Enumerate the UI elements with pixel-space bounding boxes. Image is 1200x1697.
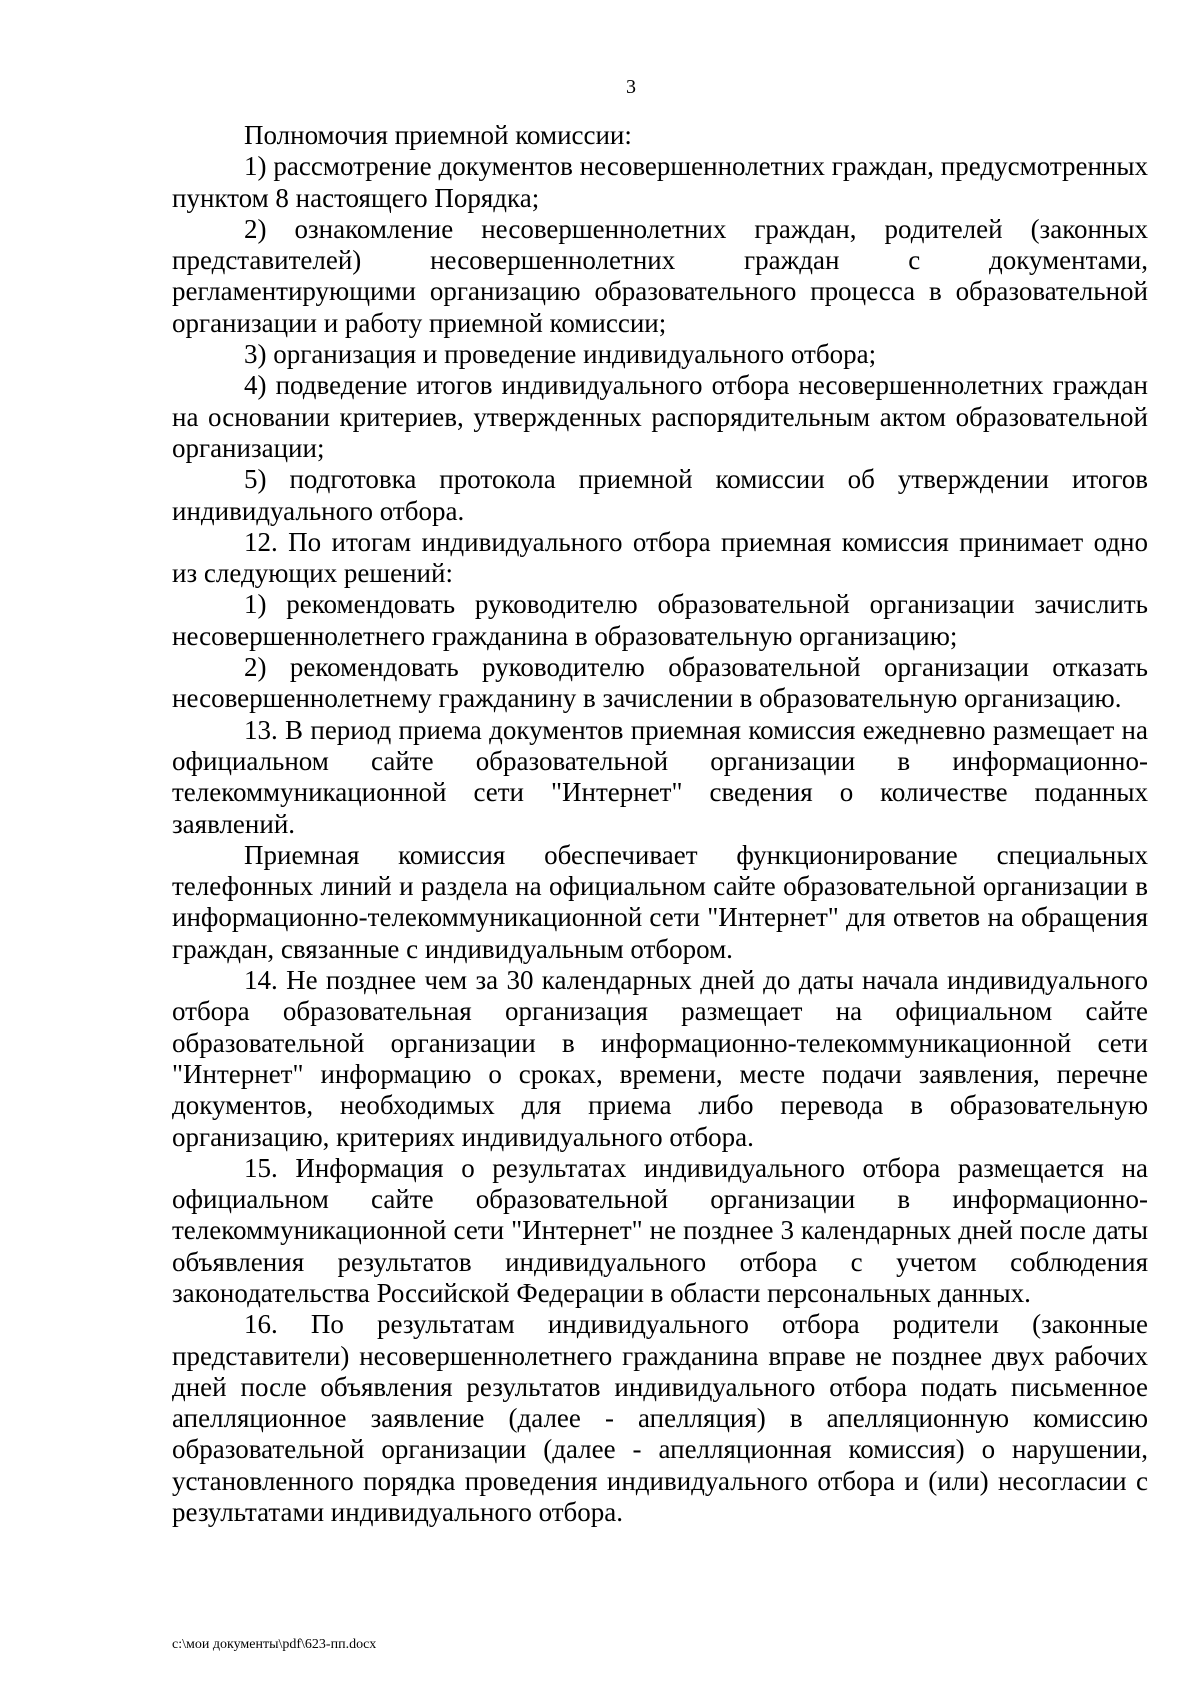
paragraph-item-13-hotline: Приемная комиссия обеспечивает функционирование специальных телефонных линий и раздела на официальном сайте образовательной организации в информационно-телекоммуникационной сети "Интернет" для ответов на обращения граждан, связанные с индивидуальным отбором. bbox=[172, 839, 1148, 964]
paragraph-commission-powers-heading: Полномочия приемной комиссии: bbox=[244, 120, 632, 150]
paragraph-power-1: 1) рассмотрение документов несовершеннолетних граждан, предусмотренных пунктом 8 настоящего Порядка; bbox=[172, 151, 1148, 213]
paragraph-power-2: 2) ознакомление несовершеннолетних граждан, родителей (законных представителей) несовершеннолетних граждан с документами, регламентирующими организацию образовательного процесса в образовательной организации и работу приемной комиссии; bbox=[172, 213, 1148, 338]
paragraph-item-14: 14. Не позднее чем за 30 календарных дней до даты начала индивидуального отбора образовательная организация размещает на официальном сайте образовательной организации в информационно-телекоммуникационной сети "Интернет" информацию о сроках, времени, месте подачи заявления, перечне документов, необходимых для приема либо перевода в образовательную организацию, критериях индивидуального отбора. bbox=[172, 965, 1148, 1152]
paragraph-item-12-decision-2: 2) рекомендовать руководителю образовательной организации отказать несовершеннолетнему гражданину в зачислении в образовательную организацию. bbox=[172, 652, 1148, 714]
paragraph-item-12-decision-1: 1) рекомендовать руководителю образовательной организации зачислить несовершеннолетнего гражданина в образовательную организацию; bbox=[172, 589, 1148, 651]
document-body bbox=[172, 120, 1148, 1528]
paragraph-power-4: 4) подведение итогов индивидуального отбора несовершеннолетних граждан на основании критериев, утвержденных распорядительным актом образовательной организации; bbox=[172, 370, 1148, 463]
paragraph-item-16: 16. По результатам индивидуального отбора родители (законные представители) несовершеннолетнего гражданина вправе не позднее двух рабочих дней после объявления результатов индивидуального отбора подать письменное апелляционное заявление (далее - апелляция) в апелляционную комиссию образовательной организации (далее - апелляционная комиссия) о нарушении, установленного порядка проведения индивидуального отбора и (или) несогласии с результатами индивидуального отбора. bbox=[172, 1309, 1148, 1528]
paragraph-power-5: 5) подготовка протокола приемной комиссии об утверждении итогов индивидуального отбора. bbox=[172, 464, 1148, 526]
paragraph-item-15: 15. Информация о результатах индивидуального отбора размещается на официальном сайте образовательной организации в информационно-телекоммуникационной сети "Интернет" не позднее 3 календарных дней после даты объявления результатов индивидуального отбора с учетом соблюдения законодательства Российской Федерации в области персональных данных. bbox=[172, 1152, 1148, 1308]
paragraph-item-12: 12. По итогам индивидуального отбора приемная комиссия принимает одно из следующих решений: bbox=[172, 526, 1148, 589]
paragraph-item-13: 13. В период приема документов приемная комиссия ежедневно размещает на официальном сайте образовательной организации в информационно-телекоммуникационной сети "Интернет" сведения о количестве поданных заявлений. bbox=[172, 714, 1148, 839]
paragraph-power-3: 3) организация и проведение индивидуального отбора; bbox=[244, 339, 877, 370]
page-number: 3 bbox=[626, 76, 636, 98]
footer-file-path: c:\мои документы\pdf\623-пп.docx bbox=[172, 1637, 377, 1652]
